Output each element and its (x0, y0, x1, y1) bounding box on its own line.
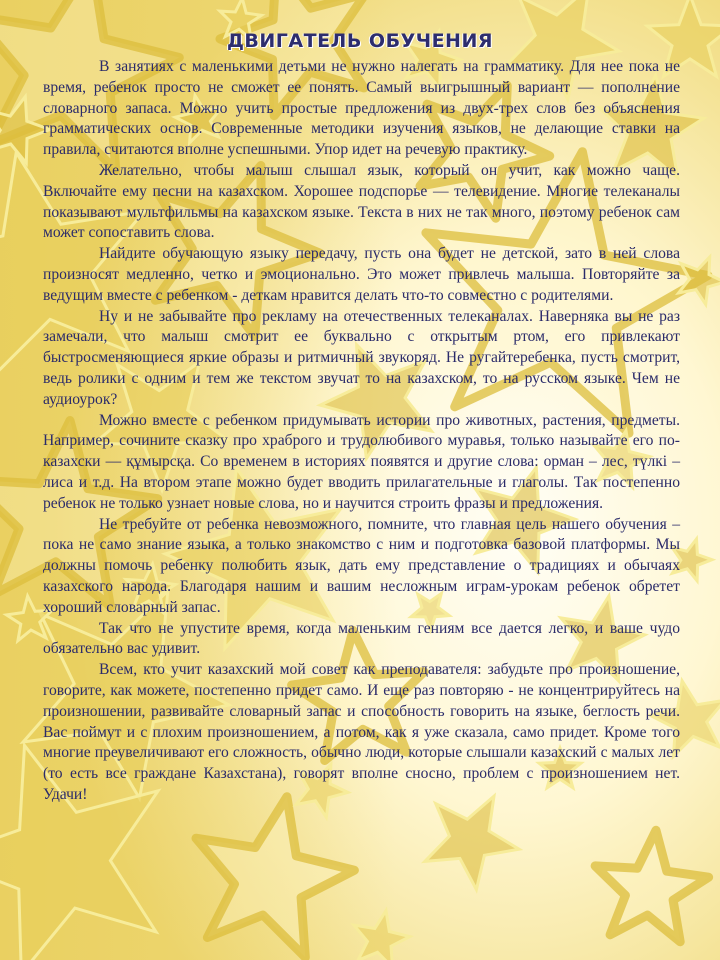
page-title: ДВИГАТЕЛЬ ОБУЧЕНИЯ (227, 30, 493, 52)
paragraph: Найдите обучающую языку передачу, пусть она будет не детской, зато в ней слова произносят медленно, четко и эмоционально. Это может привлечь малыша. Повторяйте за ведущим вместе с ребенком - деткам нравится делать что-то совместно с родителями. (43, 245, 680, 304)
paragraph: В занятиях с маленькими детьми не нужно налегать на грамматику. Для нее пока не время, ребенок просто не сможет ее понять. Самый выигрышный вариант — пополнение словарного запаса. Можно учить простые предложения из двух-трех слов без объяснения грамматических основ. Современные методики изучения языков, не делающие ставки на правила, считаются вполне успешными. Упор идет на речевую практику. (43, 58, 680, 159)
paragraph: Так что не упустите время, когда маленьким гениям все дается легко, и ваше чудо обязательно вас удивит. (43, 619, 680, 658)
paragraph: Не требуйте от ребенка невозможного, помните, что главная цель нашего обучения – пока не само знание языка, а только знакомство с ним и подготовка базовой платформы. Мы должны помочь ребенку полюбить язык, дать ему представление о традициях и обычаях казахского народа. Благодаря нашим и вашим несложным играм-урокам ребенок обретет хороший словарный запас. (43, 515, 680, 616)
paragraph: Можно вместе с ребенком придумывать истории про животных, растения, предметы. Например, сочините сказку про храброго и трудолюбивого муравья, только называйте его по-казахски — құмырсқа. Со временем в историях появятся и другие слова: орман – лес, түлкі –лиса и т.д. На втором этапе можно будет вводить прилагательные и глаголы. Так постепенно ребенок не только узнает новые слова, но и научится строить фразы и предложения. (43, 411, 680, 512)
paragraph: Ну и не забывайте про рекламу на отечественных телеканалах. Наверняка вы не раз замечали, что малыш смотрит ее буквально с открытым ртом, его привлекают быстросменяющиеся яркие образы и ритмичный звукоряд. Не ругайтеребенка, пусть смотрит, ведь ролики с одним и тем же текстом звучат то на казахском, то на русском языке. Чем не аудиоурок? (43, 307, 680, 408)
paragraph: Всем, кто учит казахский мой совет как преподавателя: забудьте про произношение, говорите, как можете, постепенно придет само. И еще раз повторяю - не концентрируйтесь на произношении, развивайте словарный запас и способность говорить на языке, беглость речи. Вас поймут и с плохим произношением, а потом, как я уже сказала, само придет. Кроме того многие преувеличивают его сложность, обычно люди, которые слышали казахский с малых лет (то есть все граждане Казахстана), говорят вполне сносно, проблем с произношением нет. Удачи! (43, 661, 680, 803)
paragraph: Желательно, чтобы малыш слышал язык, который он учит, как можно чаще. Включайте ему песни на казахском. Хорошее подспорье — телевидение. Многие телеканалы показывают мультфильмы на казахском языке. Текста в них не так много, поэтому ребенок сам может сопоставить слова. (43, 161, 680, 242)
article-body (43, 57, 680, 806)
